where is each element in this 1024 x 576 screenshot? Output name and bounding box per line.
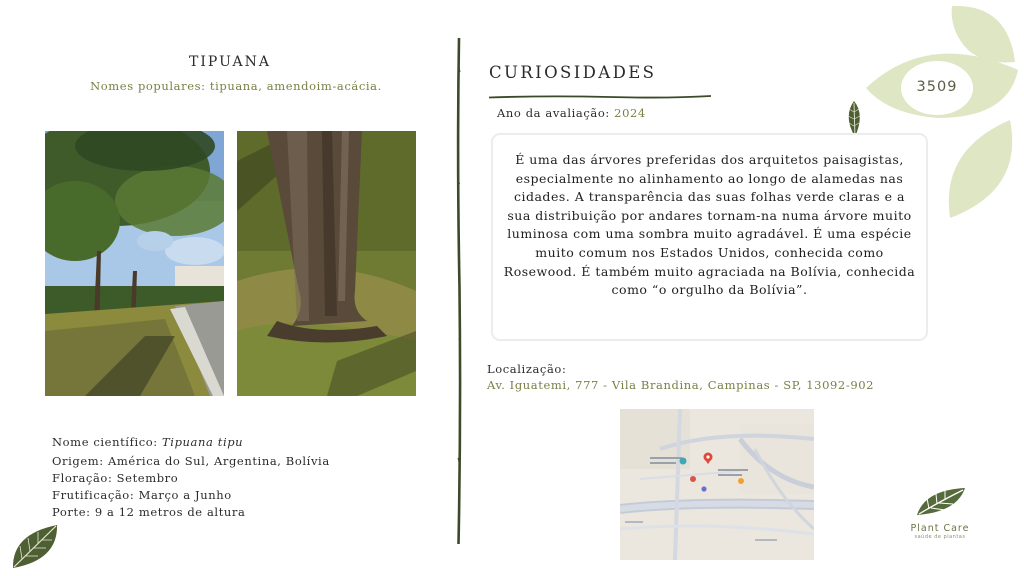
brand-tagline: saúde de plantas: [914, 534, 966, 540]
year-value: 2024: [614, 106, 646, 120]
trunk-photo: [237, 131, 416, 396]
flowering: Floração: Setembro: [52, 471, 179, 485]
column-divider: [455, 38, 463, 548]
location-address[interactable]: Av. Iguatemi, 777 - Vila Brandina, Campinas - SP, 13092-902: [487, 378, 875, 392]
plant-care-logo-icon: [911, 486, 969, 518]
location-label: Localização:: [487, 362, 567, 376]
curiosity-text: É uma das árvores preferidas dos arquitetos paisagistas, especialmente no alinhamento ao longo de alamedas nas cidades. A transparência das suas folhas verde claras e a sua distribuição por andares tornam-na numa árvore muito luminosa com uma sombra muito agradável. É uma espécie muito comum nos Estados Unidos, conhecida como Rosewood. É também muito agraciada na Bolívia, conhecida como “o orgulho da Bolívia”.: [503, 152, 916, 298]
leaf-badge-decoration: [858, 0, 1024, 229]
size: Porte: 9 a 12 metros de altura: [52, 505, 246, 519]
brand-logo: [902, 486, 978, 540]
location-map[interactable]: [620, 409, 814, 560]
curiosities-title: CURIOSIDADES: [489, 63, 657, 82]
scientific-name-row: [52, 434, 330, 451]
origin: Origem: América do Sul, Argentina, Bolívia: [52, 454, 330, 468]
leaf-icon: [10, 522, 60, 574]
plant-info: [52, 434, 330, 521]
fruiting: Frutificação: Março a Junho: [52, 488, 232, 502]
evaluation-year: [497, 106, 646, 120]
evaluation-number: 3509: [916, 79, 958, 95]
popular-names: Nomes populares: tipuana, amendoim-acácia.: [90, 79, 382, 93]
scientific-label: Nome científico:: [52, 435, 158, 449]
plant-title: TIPUANA: [189, 54, 271, 70]
year-label: Ano da avaliação:: [497, 106, 610, 120]
title-underline: [489, 85, 711, 104]
tree-photo: [45, 131, 224, 396]
scientific-name: Tipuana tipu: [162, 435, 244, 449]
brand-name: Plant Care: [910, 523, 970, 534]
